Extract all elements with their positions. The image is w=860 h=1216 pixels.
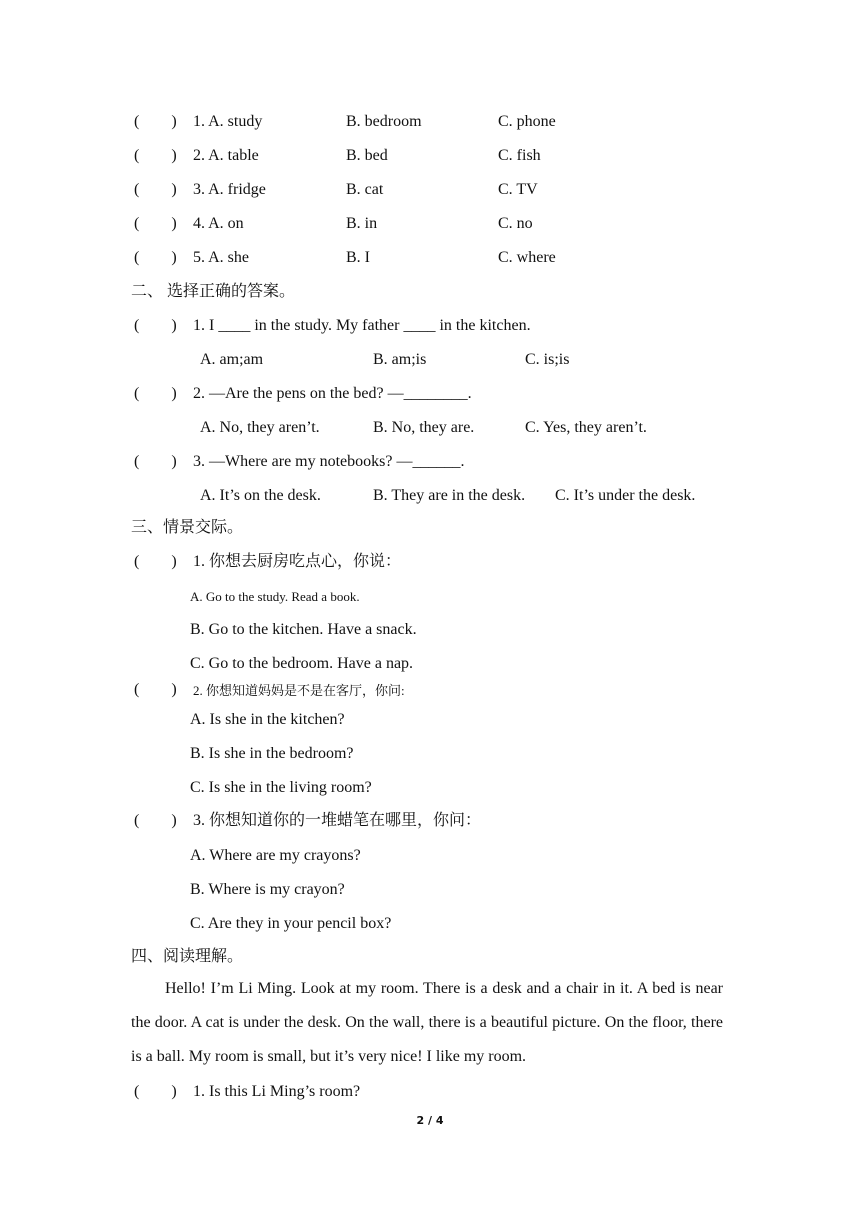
option-a: 2. A. table xyxy=(193,147,259,164)
option-a: A. No, they aren’t. xyxy=(200,419,320,436)
option-b: B. No, they are. xyxy=(373,419,475,436)
question-text: 1. 你想去厨房吃点心，你说： xyxy=(193,553,402,570)
answer-blank: ( ) xyxy=(134,181,177,198)
question-text: 2. 你想知道妈妈是不是在客厅，你问: xyxy=(193,683,405,698)
question-text: 1. Is this Li Ming’s room? xyxy=(193,1083,361,1100)
answer-blank: ( ) xyxy=(134,681,177,698)
answer-blank: ( ) xyxy=(134,215,177,232)
option-c: C. It’s under the desk. xyxy=(555,487,696,504)
answer-blank: ( ) xyxy=(134,812,177,829)
answer-blank: ( ) xyxy=(134,113,177,130)
option-a: A. am;am xyxy=(200,351,264,368)
sec3-q2-option-b: B. Is she in the bedroom? xyxy=(190,745,354,762)
option-b: B. cat xyxy=(346,181,384,198)
option-a: 3. A. fridge xyxy=(193,181,266,198)
question-text: 3. —Where are my notebooks? —______. xyxy=(193,453,465,470)
option-c: C. phone xyxy=(498,113,556,130)
reading-passage: Hello! I’m Li Ming. Look at my room. There is a desk and a chair in it. A bed is near the door. A cat is under the desk. On the wall, there is a beautiful picture. On the floor, there is a ball. My room is small, but it’s very nice! I like my room. xyxy=(131,980,723,1065)
option-b: B. in xyxy=(346,215,378,232)
question-text: 3. 你想知道你的一堆蜡笔在哪里，你问： xyxy=(193,812,482,829)
sec3-q1-option-c: C. Go to the bedroom. Have a nap. xyxy=(190,655,414,672)
sec3-q3-option-b: B. Where is my crayon? xyxy=(190,881,345,898)
page-number: 2 / 4 xyxy=(416,1114,444,1127)
option-c: C. is;is xyxy=(525,351,570,368)
answer-blank: ( ) xyxy=(134,385,177,402)
option-b: B. They are in the desk. xyxy=(373,487,526,504)
option-c: C. Yes, they aren’t. xyxy=(525,419,647,436)
option-c: C. fish xyxy=(498,147,541,164)
option-c: C. TV xyxy=(498,181,538,198)
sec3-q2-option-c: C. Is she in the living room? xyxy=(190,779,372,796)
section-3-title: 三、情景交际。 xyxy=(131,519,244,536)
option-b: B. bed xyxy=(346,147,388,164)
sec3-q2-option-a: A. Is she in the kitchen? xyxy=(190,711,345,728)
option-a: A. It’s on the desk. xyxy=(200,487,321,504)
answer-blank: ( ) xyxy=(134,317,177,334)
sec3-q3-option-c: C. Are they in your pencil box? xyxy=(190,915,392,932)
option-a: 1. A. study xyxy=(193,113,263,130)
option-c: C. no xyxy=(498,215,533,232)
section-2-title: 二、 选择正确的答案。 xyxy=(131,283,296,300)
option-c: C. where xyxy=(498,249,556,266)
answer-blank: ( ) xyxy=(134,453,177,470)
sec3-q1-option-b: B. Go to the kitchen. Have a snack. xyxy=(190,621,417,638)
question-text: 1. I ____ in the study. My father ____ in the kitchen. xyxy=(193,317,531,334)
option-b: B. I xyxy=(346,249,370,266)
option-b: B. bedroom xyxy=(346,113,422,130)
answer-blank: ( ) xyxy=(134,553,177,570)
answer-blank: ( ) xyxy=(134,249,177,266)
option-a: 4. A. on xyxy=(193,215,244,232)
question-text: 2. —Are the pens on the bed? —________. xyxy=(193,385,472,402)
option-b: B. am;is xyxy=(373,351,427,368)
answer-blank: ( ) xyxy=(134,1083,177,1100)
section-4-title: 四、阅读理解。 xyxy=(131,948,244,965)
sec3-q3-option-a: A. Where are my crayons? xyxy=(190,847,361,864)
option-a: 5. A. she xyxy=(193,249,249,266)
sec3-q1-option-a: A. Go to the study. Read a book. xyxy=(190,589,360,604)
answer-blank: ( ) xyxy=(134,147,177,164)
